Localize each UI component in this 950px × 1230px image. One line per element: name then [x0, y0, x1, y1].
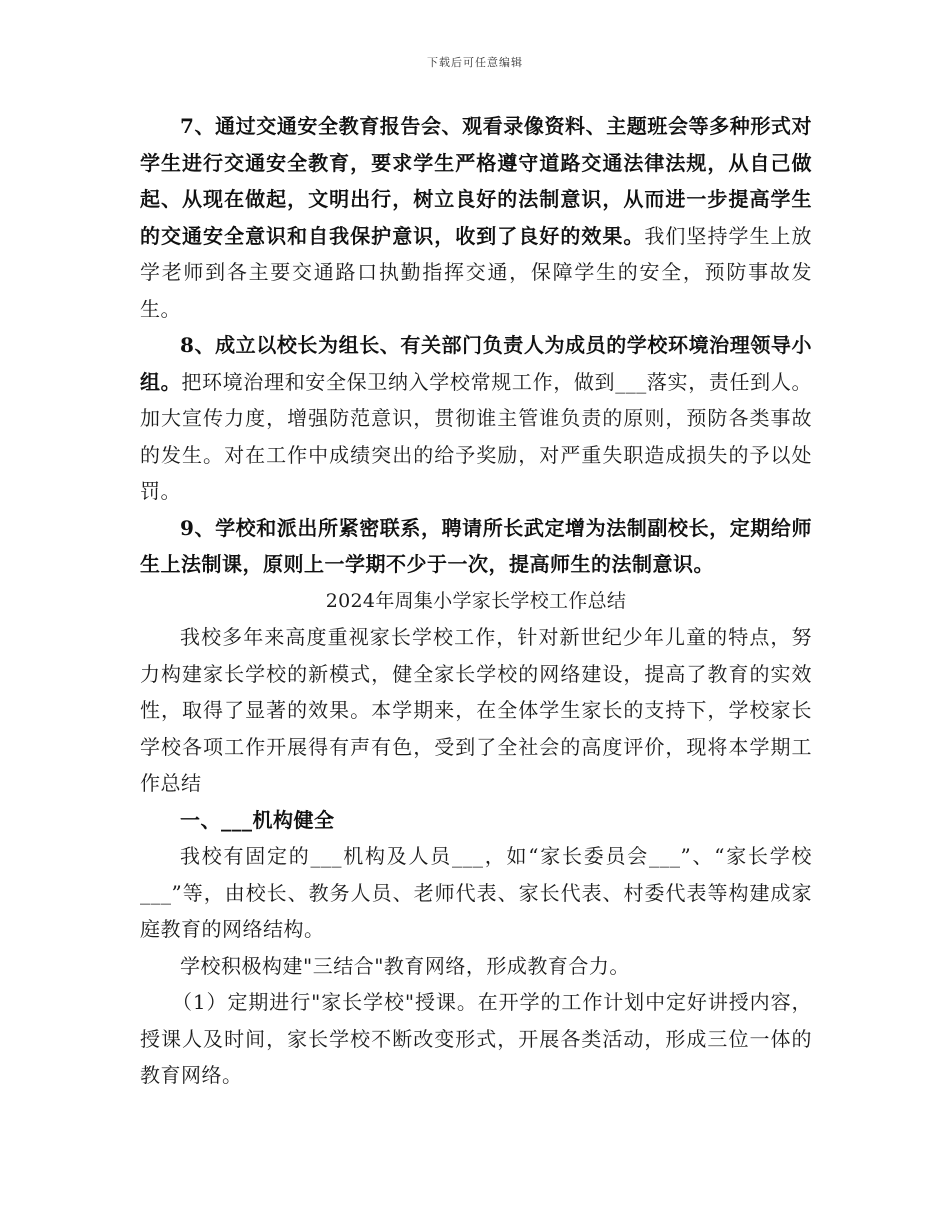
section-1-paragraph-2: 学校积极构建"三结合"教育网络，形成教育合力。	[180, 953, 630, 978]
page-header: 下载后可任意编辑	[427, 56, 523, 69]
item-9-paragraph: 9、学校和派出所紧密联系，聘请所长武定增为法制副校长，定期给师生上法制课，原则上一学期不少于一次，提高师生的法制意识。	[140, 515, 812, 576]
section-1-paragraph-3: （1）定期进行"家长学校"授课。在开学的工作计划中定好讲授内容，授课人及时间，家长学校不断改变形式，开展各类活动，形成三位一体的教育网络。	[140, 990, 812, 1087]
section-1-heading: 一、___机构健全	[180, 807, 335, 832]
section-1-paragraph-1: 我校有固定的___机构及人员___，如“家长委员会___”、“家长学校___”等，由校长、教务人员、老师代表、家长代表、村委代表等构建成家庭教育的网络结构。	[140, 844, 812, 941]
item-7-normal-text: 我们坚持学生上放学老师到各主要交通路口执勤指挥交通，保障学生的安全，预防事故发生。	[140, 223, 813, 321]
item-8-paragraph	[140, 327, 812, 510]
item-7-bold-text: 7、通过交通安全教育报告会、观看录像资料、主题班会等多种形式对学生进行交通安全教育，要求学生严格遵守道路交通法律法规，从自己做起、从现在做起，文明出行，树立良好的法制意识，从而进一步提高学生的交通安全意识和自我保护意识，收到了良好的效果。	[140, 114, 812, 248]
item-8-bold-text: 8、成立以校长为组长、有关部门负责人为成员的学校环境治理领导小组。	[140, 333, 812, 394]
item-7-paragraph	[140, 108, 812, 327]
document-body	[140, 108, 812, 1094]
item-8-normal-text: 把环境治理和安全保卫纳入学校常规工作，做到___落实，责任到人。加大宣传力度，增强防范意识，贯彻谁主管谁负责的原则，预防各类事故的发生。对在工作中成绩突出的给予奖励，对严重失职造成损失的予以处罚。	[140, 369, 813, 503]
document-title: 2024年周集小学家长学校工作总结	[325, 589, 627, 612]
intro-paragraph: 我校多年来高度重视家长学校工作，针对新世纪少年儿童的特点，努力构建家长学校的新模式，健全家长学校的网络建设，提高了教育的实效性，取得了显著的效果。本学期来，在全体学生家长的支持下，学校家长学校各项工作开展得有声有色，受到了全社会的高度评价，现将本学期工作总结	[140, 625, 812, 795]
